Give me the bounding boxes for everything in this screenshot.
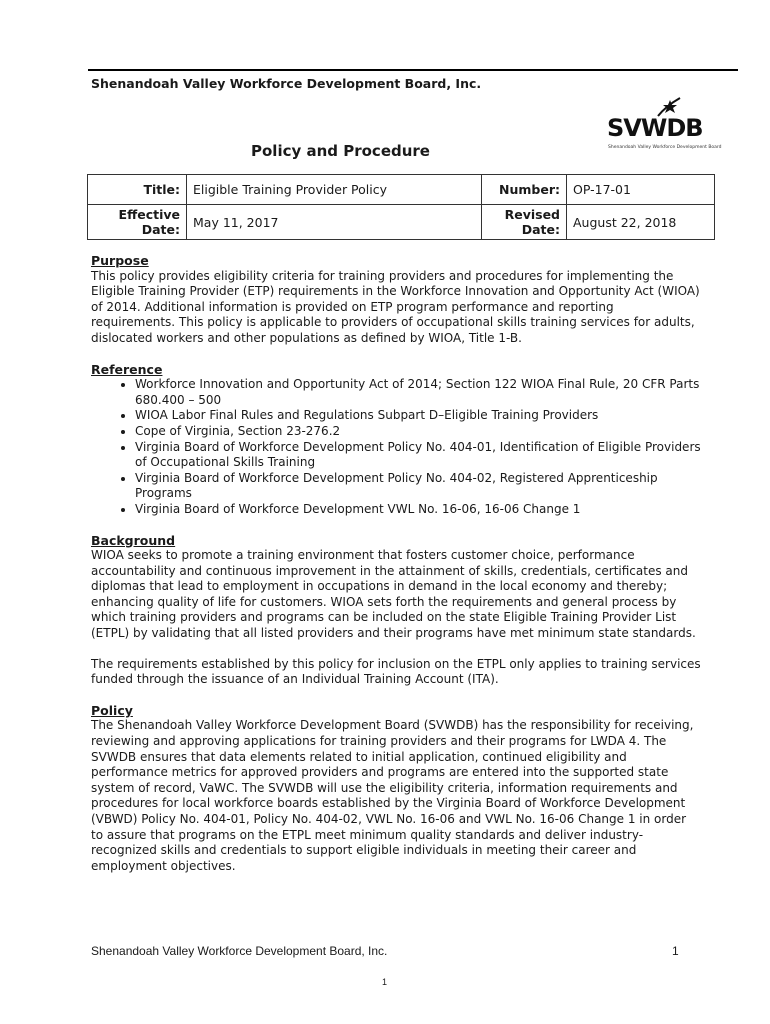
revised-label-line2: Date:: [521, 222, 560, 237]
policy-section: [91, 703, 701, 875]
effective-date-label: [88, 205, 187, 240]
effective-label-line1: Effective: [118, 207, 180, 222]
policy-text: The Shenandoah Valley Workforce Development Board (SVWDB) has the responsibility for receiving, reviewing and approving applications for training providers and their programs for LWDA 4. The SVWDB ensures that data elements related to initial application, continued eligibility and performance metrics for approved providers and programs are entered into the supported state system of record, VaWC. The SVWDB will use the eligibility criteria, information requirements and procedures for local workforce boards established by the Virginia Board of Workforce Development (VBWD) Policy No. 404-01, Policy No. 404-02, VWL No. 16-06 and VWL No. 16-06 Change 1 in order to assure that programs on the ETPL meet minimum quality standards and deliver industry-recognized skills and credentials to support eligible individuals in meeting their career and employment objectives.: [91, 718, 694, 873]
background-paragraph-2: The requirements established by this policy for inclusion on the ETPL only applies to training services funded through the issuance of an Individual Training Account (ITA).: [91, 656, 701, 687]
reference-item: • Workforce Innovation and Opportunity Act of 2014; Section 122 WIOA Final Rule, 20 CFR Parts 680.400 – 500: [135, 377, 701, 408]
reference-section: [91, 362, 701, 518]
policy-body: [91, 253, 701, 889]
page-title: Policy and Procedure: [251, 142, 430, 160]
purpose-section: [91, 253, 701, 347]
title-value: Eligible Training Provider Policy: [187, 175, 482, 205]
reference-item: • Cope of Virginia, Section 23-276.2: [135, 424, 701, 440]
revised-date-label: [482, 205, 567, 240]
background-paragraph-1: WIOA seeks to promote a training environment that fosters customer choice, performance accountability and continuous improvement in the attainment of skills, credentials, certificates and diplomas that lead to employment in occupations in demand in the local economy and thereby; enhancing quality of life for customers. WIOA sets forth the requirements and general process by which training providers and programs can be included on the state Eligible Training Provider List (ETPL) by validating that all listed providers and their programs have met minimum state standards.: [91, 548, 696, 641]
purpose-heading: Purpose: [91, 253, 149, 268]
reference-item: • WIOA Labor Final Rules and Regulations Subpart D–Eligible Training Providers: [135, 408, 701, 424]
svwdb-logo: [606, 96, 722, 152]
footer-org-name: Shenandoah Valley Workforce Development Board, Inc.: [91, 944, 388, 958]
number-label: Number:: [482, 175, 567, 205]
reference-item: • Virginia Board of Workforce Development VWL No. 16-06, 16-06 Change 1: [135, 502, 701, 518]
purpose-text: This policy provides eligibility criteria for training providers and procedures for implementing the Eligible Training Provider (ETP) requirements in the Workforce Innovation and Opportunity Act (WIOA) of 2014. Additional information is provided on ETP program performance and reporting requirements. This policy is applicable to providers of occupational skills training services for adults, dislocated workers and other populations as defined by WIOA, Title 1-B.: [91, 268, 700, 345]
reference-heading: Reference: [91, 361, 163, 377]
background-section: [91, 533, 701, 688]
effective-date-value: May 11, 2017: [187, 205, 482, 240]
page-number: 1: [382, 977, 388, 987]
reference-item: • Virginia Board of Workforce Development Policy No. 404-01, Identification of Eligible Providers of Occupational Skills Training: [135, 440, 701, 471]
reference-list: [91, 377, 701, 517]
title-label: Title:: [88, 175, 187, 205]
reference-item: • Virginia Board of Workforce Development Policy No. 404-02, Registered Apprenticeship Programs: [135, 471, 701, 502]
organization-name: Shenandoah Valley Workforce Development Board, Inc.: [91, 76, 482, 91]
policy-meta-table: [87, 174, 715, 240]
footer-page-number: 1: [672, 944, 679, 958]
header-rule: [88, 69, 738, 71]
policy-heading: Policy: [91, 702, 133, 718]
logo-tagline: Shenandoah Valley Workforce Development Board: [608, 145, 722, 150]
revised-date-value: August 22, 2018: [567, 205, 715, 240]
number-value: OP-17-01: [567, 175, 715, 205]
revised-label-line1: Revised: [504, 207, 560, 222]
background-heading: Background: [91, 532, 176, 548]
logo-wordmark: SVWDB: [607, 114, 703, 142]
effective-label-line2: Date:: [141, 222, 180, 237]
